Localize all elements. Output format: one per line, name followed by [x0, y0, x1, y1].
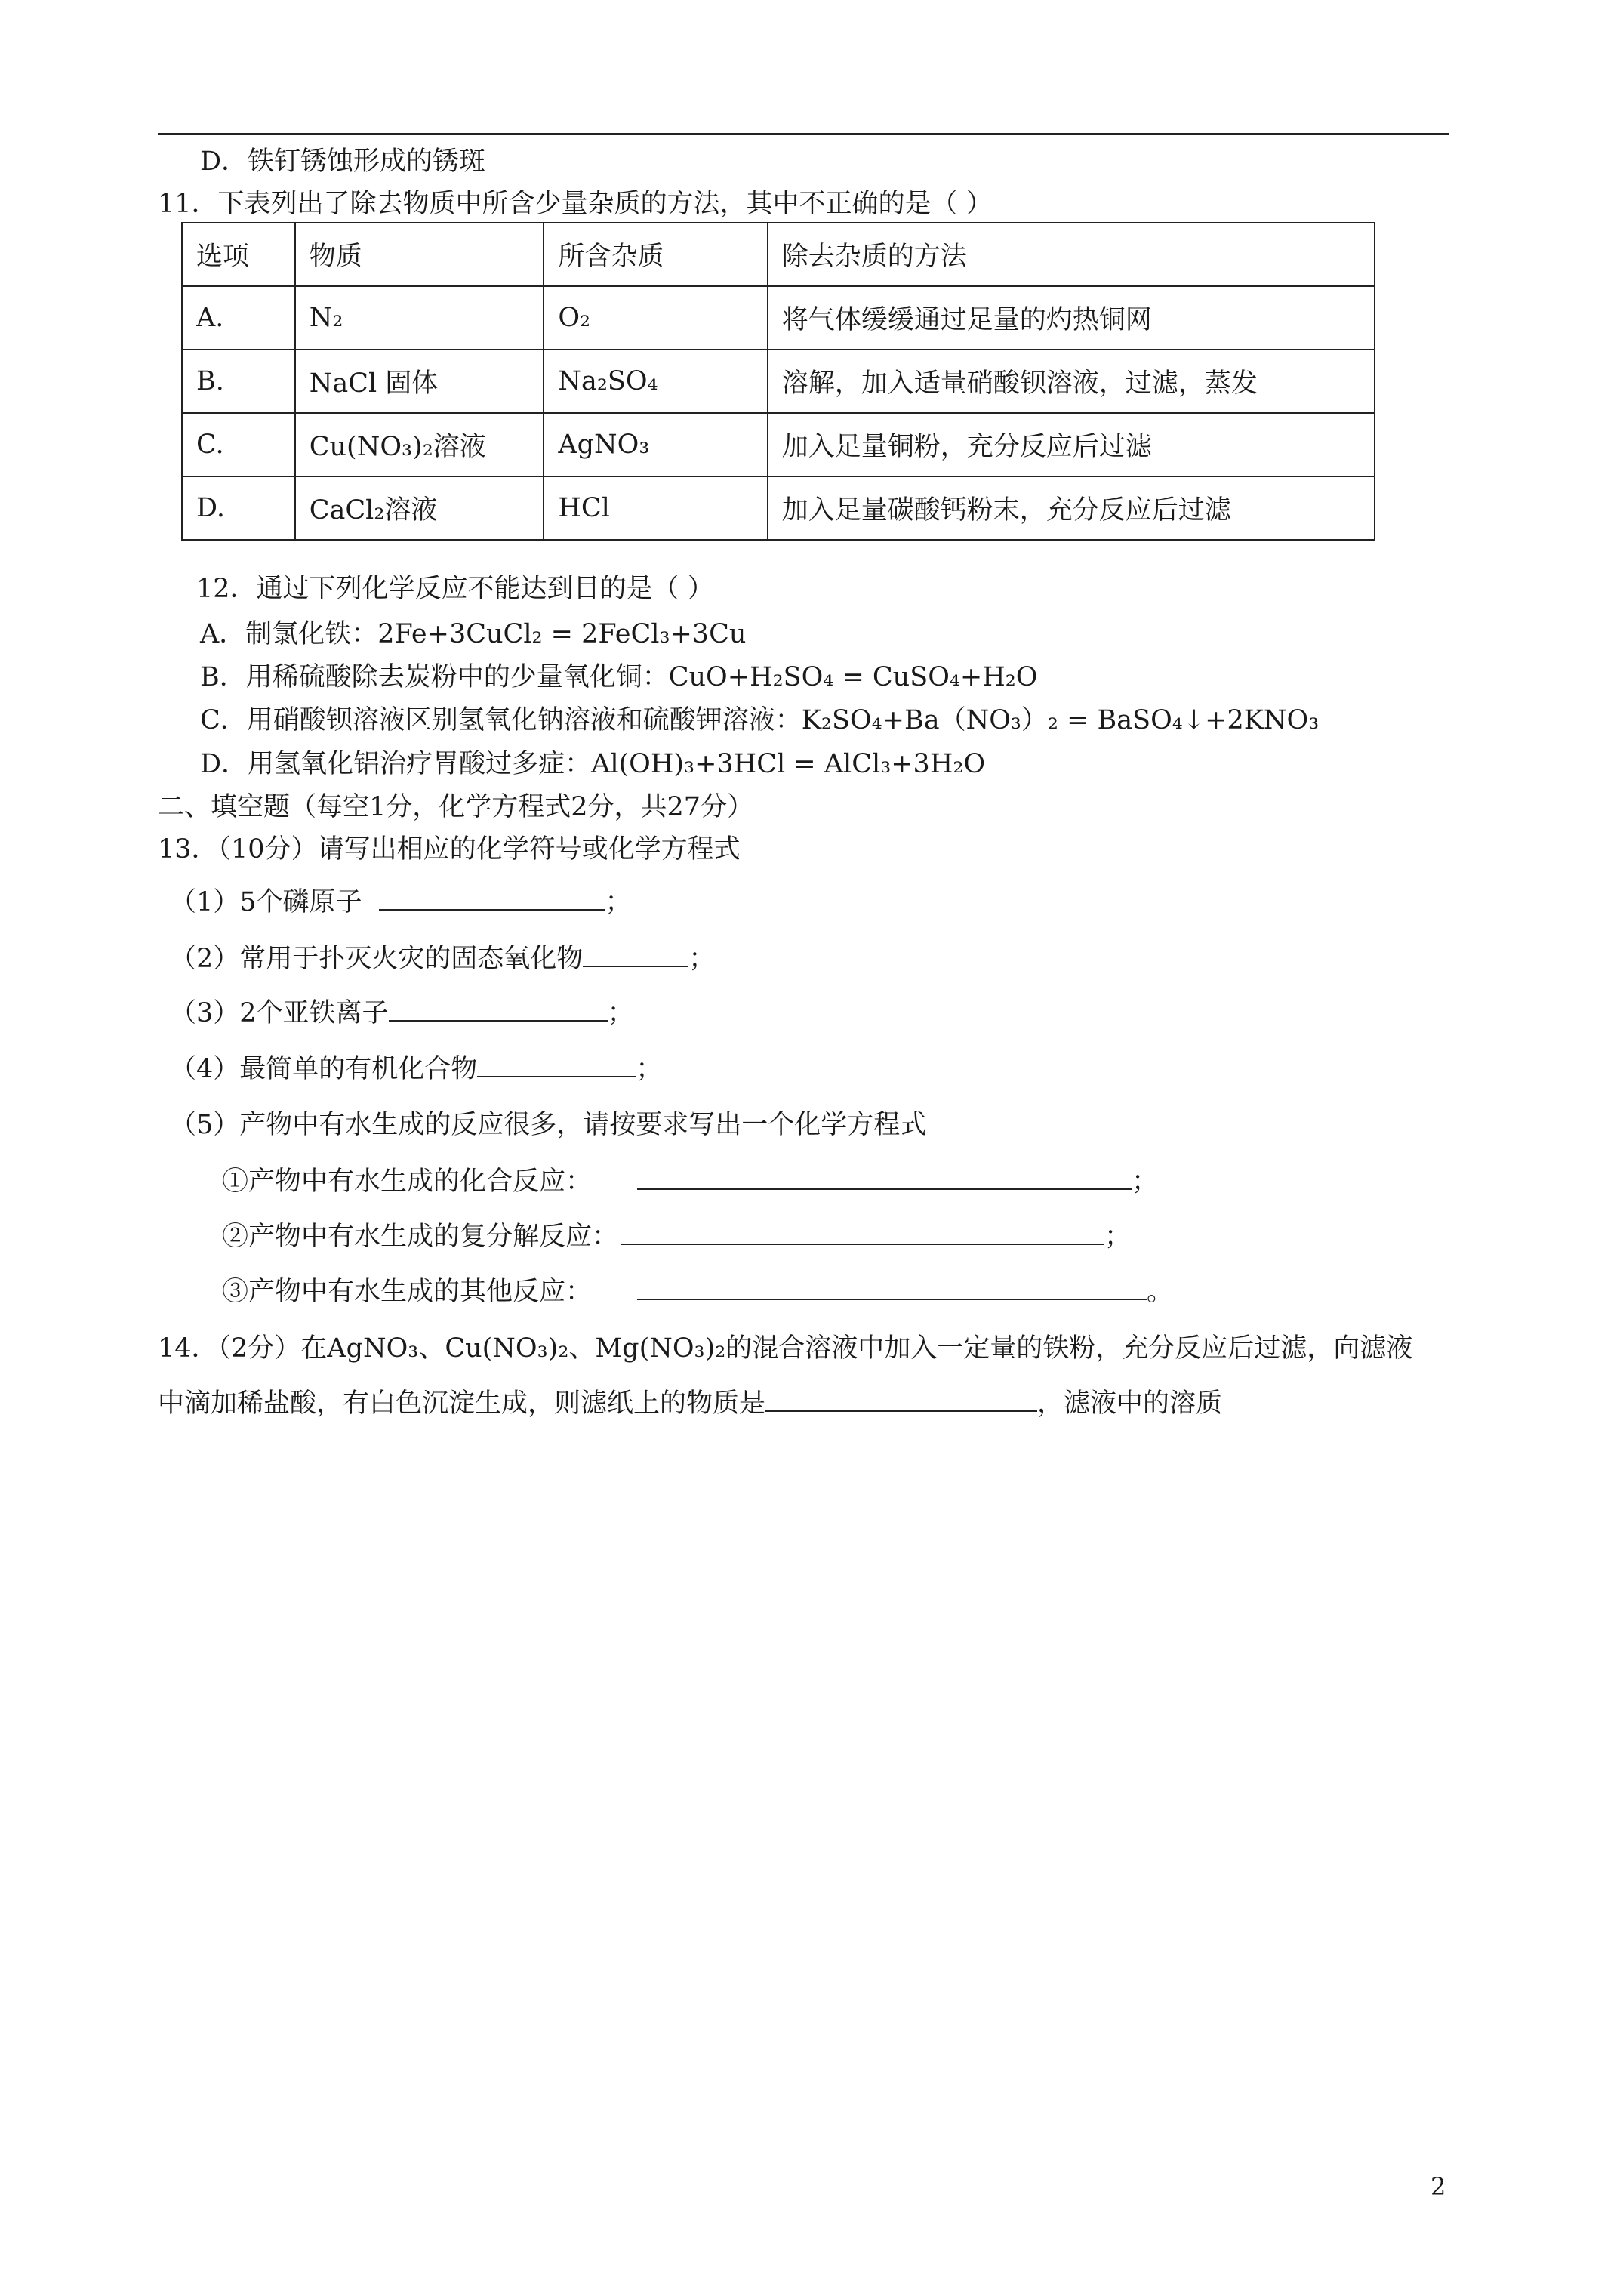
q10-option-d: D．铁钉锈蚀形成的锈斑: [200, 146, 486, 177]
table-row: [182, 413, 1375, 476]
table-header-cell: 所含杂质: [544, 223, 767, 286]
table-cell-method: 溶解，加入适量硝酸钡溶液，过滤，蒸发: [768, 350, 1375, 413]
q13-item-label: （2）常用于扑灭火灾的固态氧化物: [170, 944, 584, 974]
answer-blank[interactable]: [637, 1166, 1132, 1190]
table-cell-option: D.: [182, 476, 295, 540]
table-header-row: [182, 223, 1375, 286]
table-cell-impurity: AgNO₃: [544, 413, 767, 476]
table-cell-option: A.: [182, 286, 295, 350]
q12-option-c: C．用硝酸钡溶液区别氢氧化钠溶液和硫酸钾溶液：K₂SO₄+Ba（NO₃）₂ = BaSO₄↓+2KNO₃: [200, 705, 1320, 735]
q11-stem: 11．下表列出了除去物质中所含少量杂质的方法，其中不正确的是（ ）: [158, 189, 993, 219]
table-row: [182, 350, 1375, 413]
table-header-cell: 选项: [182, 223, 295, 286]
q13-item-end: ；: [688, 944, 716, 974]
q13-item-end: ；: [605, 887, 632, 917]
q13-item-5: （5）产物中有水生成的反应很多，请按要求写出一个化学方程式: [170, 1110, 927, 1140]
page-number: 2: [1431, 2172, 1446, 2201]
top-rule: [158, 133, 1449, 135]
table-cell-impurity: O₂: [544, 286, 767, 350]
answer-blank[interactable]: [379, 886, 605, 911]
table-cell-option: C.: [182, 413, 295, 476]
answer-blank[interactable]: [583, 943, 688, 967]
q12-option-d: D．用氢氧化铝治疗胃酸过多症：Al(OH)₃+3HCl = AlCl₃+3H₂O: [200, 749, 986, 779]
table-cell-method: 加入足量碳酸钙粉末，充分反应后过滤: [768, 476, 1375, 540]
q13-item-label: （3）2个亚铁离子: [170, 998, 389, 1028]
q13-sub-label: ③产物中有水生成的其他反应：: [222, 1277, 593, 1307]
impurity-removal-table: [181, 222, 1375, 541]
q13-item-3: [170, 997, 634, 1030]
q13-item-1: [170, 886, 632, 919]
table-cell-substance: NaCl 固体: [295, 350, 544, 413]
q13-item-label: （1）5个磷原子: [170, 887, 362, 917]
table-header-cell: 物质: [295, 223, 544, 286]
q14-line-2: [158, 1387, 1222, 1420]
table-cell-impurity: HCl: [544, 476, 767, 540]
q13-sub-label: ①产物中有水生成的化合反应：: [222, 1166, 593, 1197]
q14-text-a: 中滴加稀盐酸，有白色沉淀生成，则滤纸上的物质是: [158, 1388, 766, 1419]
q14-text-b: ，滤液中的溶质: [1037, 1388, 1223, 1419]
answer-blank[interactable]: [621, 1221, 1104, 1245]
section-title: 二、填空题（每空1分，化学方程式2分，共27分）: [158, 792, 754, 822]
table-cell-substance: Cu(NO₃)₂溶液: [295, 413, 544, 476]
q12-option-b: B．用稀硫酸除去炭粉中的少量氧化铜：CuO+H₂SO₄ = CuSO₄+H₂O: [200, 662, 1038, 692]
q13-sub-label: ②产物中有水生成的复分解反应：: [222, 1222, 619, 1252]
table-row: [182, 476, 1375, 540]
q13-item-end: ；: [607, 998, 634, 1028]
table-cell-method: 将气体缓缓通过足量的灼热铜网: [768, 286, 1375, 350]
table-header-cell: 除去杂质的方法: [768, 223, 1375, 286]
q13-sub-1: [222, 1165, 1158, 1198]
q13-item-label: （4）最简单的有机化合物: [170, 1054, 478, 1084]
answer-blank[interactable]: [477, 1053, 636, 1077]
q13-item-4: [170, 1052, 662, 1086]
q13-sub-3: [222, 1275, 1173, 1308]
q13-item-end: ；: [636, 1054, 663, 1084]
answer-blank[interactable]: [637, 1276, 1147, 1300]
answer-blank[interactable]: [765, 1388, 1037, 1412]
q13-stem: 13．（10分）请写出相应的化学符号或化学方程式: [158, 834, 741, 864]
q12-stem: 12．通过下列化学反应不能达到目的是（ ）: [196, 574, 714, 604]
table-row: [182, 286, 1375, 350]
q13-sub-end: 。: [1147, 1277, 1174, 1307]
q14-line-1: 14．（2分）在AgNO₃、Cu(NO₃)₂、Mg(NO₃)₂的混合溶液中加入一定量的铁粉，充分反应后过滤，向滤液: [158, 1333, 1413, 1364]
table-cell-substance: N₂: [295, 286, 544, 350]
table-cell-method: 加入足量铜粉，充分反应后过滤: [768, 413, 1375, 476]
table-cell-impurity: Na₂SO₄: [544, 350, 767, 413]
q13-sub-end: ；: [1104, 1222, 1132, 1252]
q13-sub-end: ；: [1132, 1166, 1159, 1197]
q13-item-2: [170, 942, 715, 975]
table-cell-substance: CaCl₂溶液: [295, 476, 544, 540]
table-cell-option: B.: [182, 350, 295, 413]
answer-blank[interactable]: [389, 997, 608, 1022]
q13-sub-2: [222, 1220, 1131, 1253]
q12-option-a: A．制氯化铁：2Fe+3CuCl₂ = 2FeCl₃+3Cu: [200, 619, 747, 649]
